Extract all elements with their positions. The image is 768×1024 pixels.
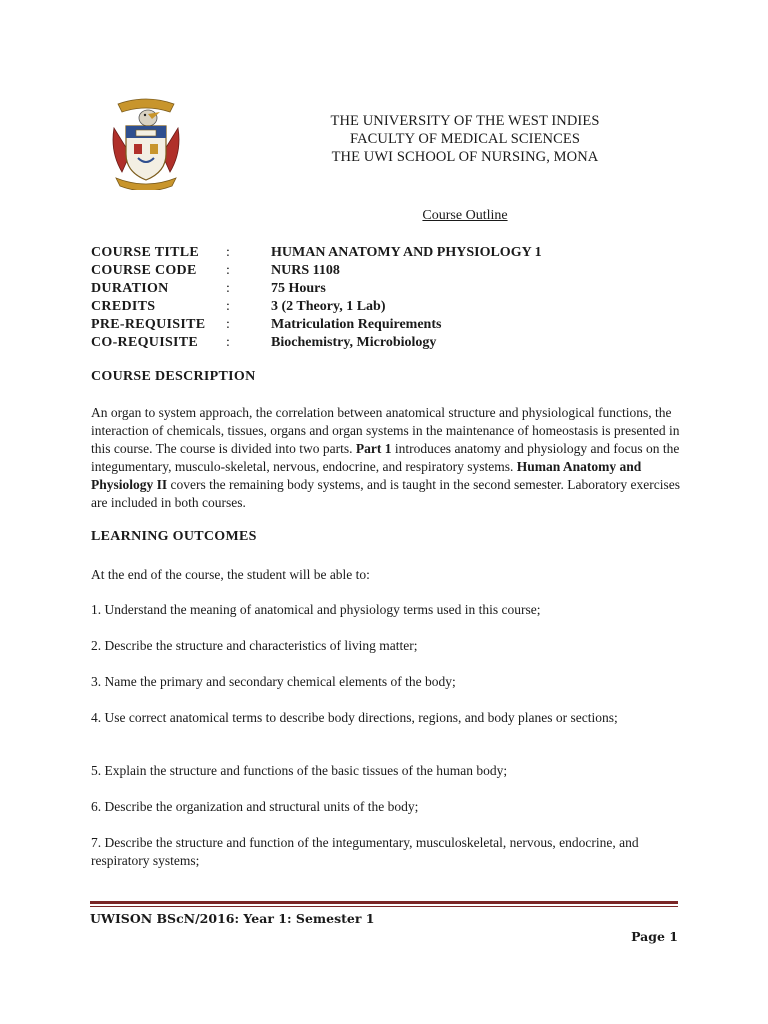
meta-label: COURSE CODE <box>91 263 197 278</box>
meta-separator: : <box>226 299 230 314</box>
institution-header <box>300 112 630 166</box>
outcomes-intro: At the end of the course, the student will be able to: <box>91 567 370 582</box>
outcome-item: 5. Explain the structure and functions of the basic tissues of the human body; <box>91 763 508 778</box>
university-crest-logo <box>108 92 184 190</box>
course-description-heading: COURSE DESCRIPTION <box>91 369 256 384</box>
meta-row-duration <box>91 280 542 298</box>
meta-value: 75 Hours <box>271 281 326 296</box>
meta-row-co-requisite <box>91 334 542 352</box>
description-bold-part-1: Part 1 <box>355 441 392 456</box>
meta-row-course-code <box>91 262 542 280</box>
description-bold-part-2: Human Anatomy and Physiology II <box>91 459 642 492</box>
meta-separator: : <box>226 335 230 350</box>
meta-value: Biochemistry, Microbiology <box>271 335 437 350</box>
meta-label: CREDITS <box>91 299 156 314</box>
outcome-item: 1. Understand the meaning of anatomical and physiology terms used in this course; <box>91 602 541 617</box>
course-meta-table <box>91 244 542 352</box>
outcome-item: 6. Describe the organization and structural units of the body; <box>91 799 419 814</box>
learning-outcomes-heading: LEARNING OUTCOMES <box>91 529 257 544</box>
meta-label: COURSE TITLE <box>91 245 199 260</box>
meta-separator: : <box>226 317 230 332</box>
school-name: THE UWI SCHOOL OF NURSING, MONA <box>331 149 599 165</box>
description-text-b: introduces anatomy and physiology and focus on the integumentary, musculo-skeletal, nervous, endocrine, and respiratory systems. <box>91 441 680 474</box>
meta-row-pre-requisite <box>91 316 542 334</box>
meta-separator: : <box>226 281 230 296</box>
meta-row-credits <box>91 298 542 316</box>
meta-value: Matriculation Requirements <box>271 317 442 332</box>
meta-value: NURS 1108 <box>271 263 340 278</box>
university-name: THE UNIVERSITY OF THE WEST INDIES <box>330 113 600 129</box>
outcome-item: 7. Describe the structure and function of the integumentary, musculoskeletal, nervous, endocrine, and respiratory systems; <box>91 835 639 868</box>
meta-value: HUMAN ANATOMY AND PHYSIOLOGY 1 <box>271 245 542 260</box>
meta-label: DURATION <box>91 281 169 296</box>
meta-label: CO-REQUISITE <box>91 335 199 350</box>
course-outline-title: Course Outline <box>422 208 508 223</box>
description-text-a: An organ to system approach, the correlation between anatomical structure and physiological functions, the interaction of chemicals, tissues, organs and organ systems in the maintenance of homeostasis is presented in this course. The course is divided into two parts. <box>91 405 680 456</box>
outcome-item: 3. Name the primary and secondary chemical elements of the body; <box>91 674 456 689</box>
outcome-item: 2. Describe the structure and characteristics of living matter; <box>91 638 418 653</box>
meta-separator: : <box>226 245 230 260</box>
page-number: Page 1 <box>631 929 678 944</box>
faculty-name: FACULTY OF MEDICAL SCIENCES <box>349 131 581 147</box>
meta-row-course-title <box>91 244 542 262</box>
footer-program-label: UWISON BScN/2016: Year 1: Semester 1 <box>90 911 375 926</box>
meta-separator: : <box>226 263 230 278</box>
description-text-c: covers the remaining body systems, and is taught in the second semester. Laboratory exercises are included in both courses. <box>91 477 681 510</box>
meta-value: 3 (2 Theory, 1 Lab) <box>271 299 386 314</box>
outcome-item: 4. Use correct anatomical terms to describe body directions, regions, and body planes or sections; <box>91 710 618 725</box>
course-description-text <box>91 404 681 512</box>
meta-label: PRE-REQUISITE <box>91 317 206 332</box>
footer-rule-thick <box>90 901 678 904</box>
footer-rule-thin <box>90 906 678 907</box>
